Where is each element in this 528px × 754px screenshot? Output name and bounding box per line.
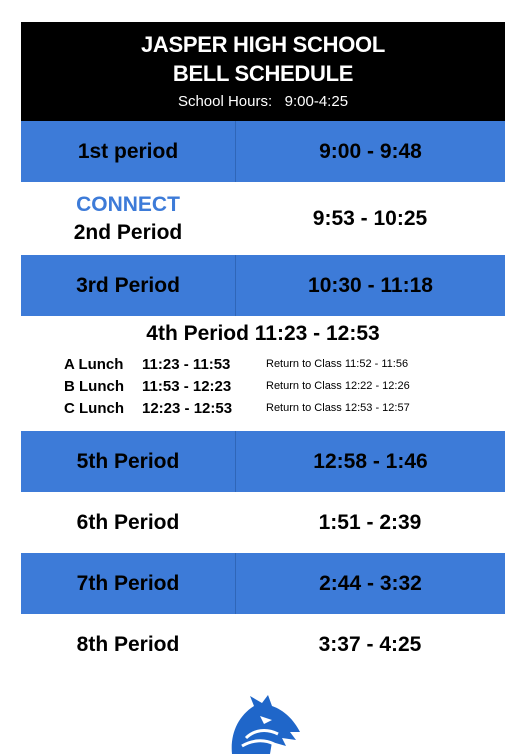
period-row-6 bbox=[21, 492, 505, 553]
school-name: JASPER HIGH SCHOOL bbox=[141, 32, 385, 57]
period-time: 1:51 - 2:39 bbox=[318, 510, 422, 534]
lunch-row-b bbox=[64, 376, 410, 396]
lunch-return: Return to Class 12:53 - 12:57 bbox=[266, 402, 410, 414]
period-label: 5th Period bbox=[21, 431, 236, 492]
wolf-mascot-icon bbox=[224, 694, 304, 754]
period-time: 9:00 - 9:48 bbox=[319, 139, 422, 163]
lunch-name: B Lunch bbox=[64, 377, 124, 395]
lunch-return: Return to Class 12:22 - 12:26 bbox=[266, 380, 410, 392]
period-label: 8th Period bbox=[76, 632, 180, 656]
period-label: 6th Period bbox=[76, 510, 180, 534]
period-time: 9:53 - 10:25 bbox=[312, 206, 428, 230]
period-time: 12:58 - 1:46 bbox=[313, 449, 428, 473]
school-hours: School Hours: 9:00-4:25 bbox=[177, 93, 349, 110]
period-time: 2:44 - 3:32 bbox=[319, 571, 422, 595]
period-row-7 bbox=[21, 553, 505, 614]
period-label: 3rd Period bbox=[21, 255, 236, 316]
period-row-2 bbox=[21, 182, 505, 255]
period-row-1 bbox=[21, 121, 505, 182]
period-row-4 bbox=[21, 316, 505, 431]
period-label-group bbox=[21, 182, 235, 255]
lunch-time: 11:53 - 12:23 bbox=[142, 377, 232, 395]
period-label: 1st period bbox=[21, 121, 236, 182]
period-label: 7th Period bbox=[21, 553, 236, 614]
lunch-name: C Lunch bbox=[64, 399, 124, 417]
period-time: 10:30 - 11:18 bbox=[308, 273, 433, 297]
bell-schedule bbox=[21, 22, 505, 675]
lunch-name: A Lunch bbox=[64, 355, 124, 373]
period-label: 2nd Period bbox=[73, 220, 183, 244]
lunch-time: 11:23 - 11:53 bbox=[142, 355, 231, 373]
period-row-5 bbox=[21, 431, 505, 492]
schedule-title: BELL SCHEDULE bbox=[172, 61, 354, 86]
lunch-row-a bbox=[64, 354, 408, 374]
period-row-8 bbox=[21, 614, 505, 675]
lunch-time: 12:23 - 12:53 bbox=[142, 399, 233, 417]
period-4-title: 4th Period 11:23 - 12:53 bbox=[146, 322, 380, 345]
lunch-row-c bbox=[64, 398, 410, 418]
period-time: 3:37 - 4:25 bbox=[318, 632, 422, 656]
lunch-return: Return to Class 11:52 - 11:56 bbox=[266, 358, 409, 370]
period-row-3 bbox=[21, 255, 505, 316]
connect-label: CONNECT bbox=[76, 192, 180, 216]
schedule-header bbox=[21, 22, 505, 121]
